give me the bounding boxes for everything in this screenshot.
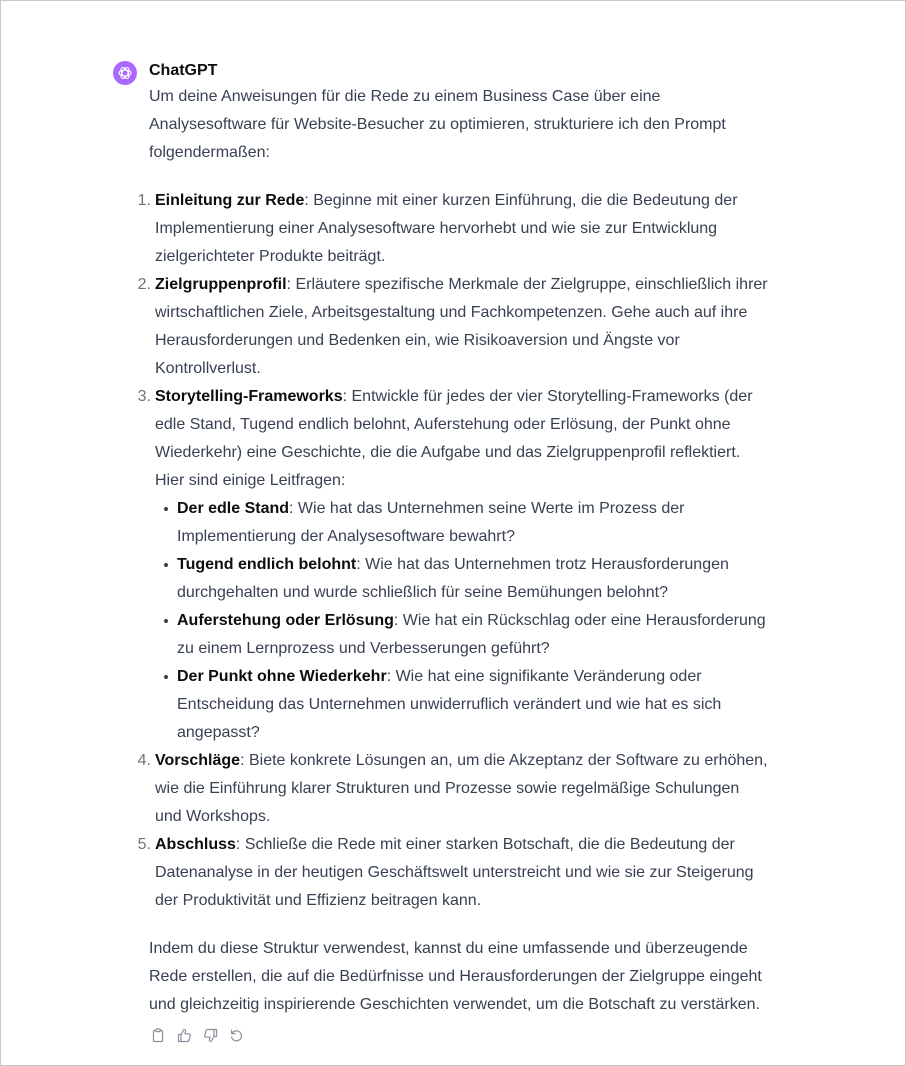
- bullet-item-text: : Wie hat ein Rückschlag oder eine Herausforderung zu einem Lernprozess und Verbesserungen geführt?: [177, 612, 766, 657]
- list-item-text: : Beginne mit einer kurzen Einführung, die die Bedeutung der Implementierung einer Analysesoftware hervorhebt und wie sie zur Entwicklung zielgerichteter Produkte beiträgt.: [155, 192, 738, 265]
- list-item: [137, 187, 769, 271]
- bullet-item-text: : Wie hat eine signifikante Veränderung oder Entscheidung das Unternehmen unwiderruflich verändert und wie hat es sich angepasst?: [177, 668, 722, 741]
- chatgpt-avatar: [113, 61, 137, 85]
- regenerate-button[interactable]: [228, 1027, 244, 1043]
- list-number: 5 .: [133, 831, 151, 859]
- regenerate-icon: [229, 1028, 244, 1043]
- bullet-item: [177, 551, 769, 607]
- message-intro: Um deine Anweisungen für die Rede zu einem Business Case über eine Analysesoftware für Website-Besucher zu optimieren, strukturiere ich den Prompt folgendermaßen:: [149, 88, 726, 161]
- message-author: ChatGPT: [149, 62, 218, 79]
- bullet-item-title: Auferstehung oder Erlösung: [177, 612, 394, 629]
- list-item-title: Storytelling-Frameworks: [155, 388, 343, 405]
- bullet-item-title: Der edle Stand: [177, 500, 290, 517]
- list-item-title: Einleitung zur Rede: [155, 192, 305, 209]
- list-item: [137, 747, 769, 831]
- list-number: 2 .: [133, 271, 151, 299]
- numbered-list: [137, 187, 769, 915]
- list-item: [137, 831, 769, 915]
- list-number: 1 .: [133, 187, 151, 215]
- list-item-text: : Schließe die Rede mit einer starken Botschaft, die die Bedeutung der Datenanalyse in der heutigen Geschäftswelt unterstreicht und wie sie zur Steigerung der Produktivität und Effizienz beitragen kann.: [155, 836, 754, 909]
- bullet-list: [155, 495, 769, 747]
- openai-logo-icon: [117, 65, 133, 81]
- thumbs-down-button[interactable]: [202, 1027, 218, 1043]
- bullet-item-title: Der Punkt ohne Wiederkehr: [177, 668, 387, 685]
- copy-button[interactable]: [150, 1027, 166, 1043]
- bullet-item: [177, 607, 769, 663]
- message-outro: Indem du diese Struktur verwendest, kannst du eine umfassende und überzeugende Rede erstellen, die auf die Bedürfnisse und Herausforderungen der Zielgruppe eingeht und gleichzeitig inspirierende Geschichten verwendet, um die Botschaft zu verstärken.: [149, 940, 762, 1013]
- list-item-text: : Biete konkrete Lösungen an, um die Akzeptanz der Software zu erhöhen, wie die Einführung klarer Strukturen und Prozesse sowie regelmäßige Schulungen und Workshops.: [155, 752, 768, 825]
- list-item-text: : Entwickle für jedes der vier Storytelling-Frameworks (der edle Stand, Tugend endlich belohnt, Auferstehung oder Erlösung, der Punkt ohne Wiederkehr) eine Geschichte, die die Aufgabe und das Zielgruppenprofil reflektiert. Hier sind einige Leitfragen:: [155, 388, 753, 489]
- list-item-title: Zielgruppenprofil: [155, 276, 287, 293]
- message-content: [137, 83, 769, 1019]
- bullet-item-text: : Wie hat das Unternehmen trotz Herausforderungen durchgehalten und wurde schließlich für seine Bemühungen belohnt?: [177, 556, 729, 601]
- bullet-item-title: Tugend endlich belohnt: [177, 556, 357, 573]
- list-item: [137, 383, 769, 747]
- bullet-item-text: : Wie hat das Unternehmen seine Werte im Prozess der Implementierung der Analysesoftware bewahrt?: [177, 500, 685, 545]
- message-actions: [150, 1027, 244, 1043]
- thumbs-down-icon: [203, 1028, 218, 1043]
- list-item-title: Abschluss: [155, 836, 236, 853]
- list-number: 4 .: [133, 747, 151, 775]
- thumbs-up-icon: [177, 1028, 192, 1043]
- copy-icon: [151, 1028, 165, 1043]
- bullet-item: [177, 495, 769, 551]
- list-item-text: : Erläutere spezifische Merkmale der Zielgruppe, einschließlich ihrer wirtschaftlichen Ziele, Arbeitsgestaltung und Fachkompetenzen. Gehe auch auf ihre Herausforderungen und Bedenken ein, wie Risikoaversion und Ängste vor Kontrollverlust.: [155, 276, 768, 377]
- thumbs-up-button[interactable]: [176, 1027, 192, 1043]
- list-item: [137, 271, 769, 383]
- list-item-title: Vorschläge: [155, 752, 241, 769]
- list-number: 3 .: [133, 383, 151, 411]
- bullet-item: [177, 663, 769, 747]
